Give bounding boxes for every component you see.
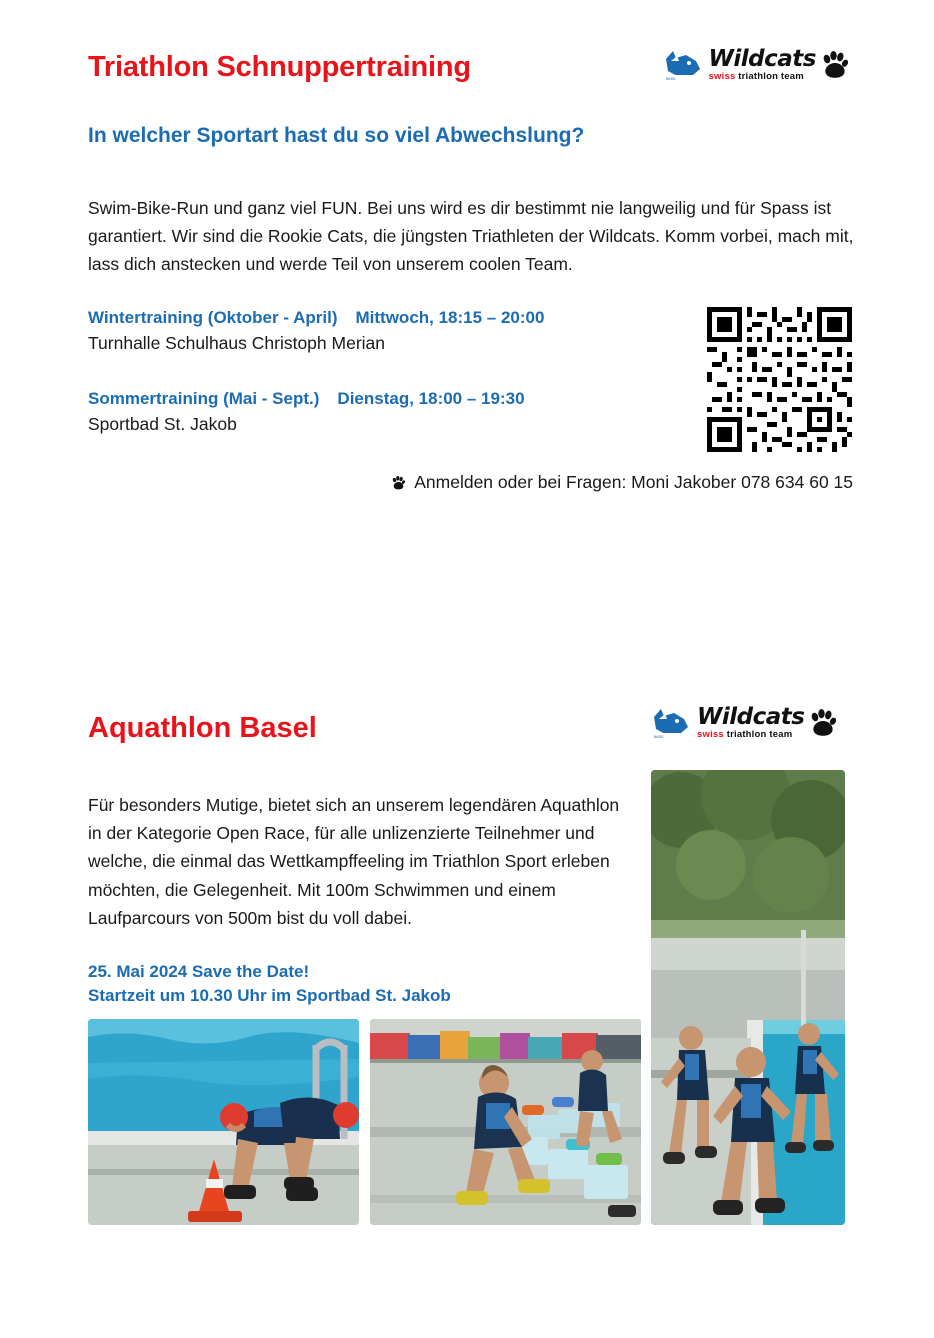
- section-one-subtitle: In welcher Sportart hast du so viel Abwechslung?: [88, 124, 585, 147]
- tagline-swiss: swiss: [697, 729, 724, 740]
- wildcats-logo: [663, 48, 848, 82]
- schedule-summer: [88, 389, 708, 435]
- wildcats-wordmark: [697, 706, 804, 740]
- schedule-winter-header: [88, 308, 708, 328]
- photo-transition-zone: [370, 1019, 641, 1225]
- wildcat-head-icon: [663, 49, 703, 81]
- tagline-triathlon-team: triathlon team: [735, 71, 804, 82]
- event-start-time: Startzeit um 10.30 Uhr im Sportbad St. Jakob: [88, 986, 451, 1006]
- wildcats-name: Wildcats: [697, 704, 805, 730]
- paw-print-icon: [810, 709, 836, 737]
- schedule-summer-time: Dienstag, 18:00 – 19:30: [337, 389, 525, 408]
- paw-print-icon: [822, 51, 848, 79]
- schedule-winter-location: Turnhalle Schulhaus Christoph Merian: [88, 333, 386, 353]
- section-one-body: Swim-Bike-Run und ganz viel FUN. Bei uns wird es dir bestimmt nie langweilig und für Spass ist garantiert. Wir sind die Rookie Cats, die jüngsten Triathleten der Wildcats. Komm vorbei, mach mit, lass dich anstecken und werde Teil von unserem coolen Team.: [88, 197, 854, 275]
- photo-running-out-of-pool: [651, 770, 845, 1225]
- schedule-summer-header: [88, 389, 708, 409]
- svg-text:BASEL: BASEL: [654, 734, 665, 739]
- photo-swim-start: [88, 1019, 359, 1225]
- qr-code-icon[interactable]: [707, 307, 852, 452]
- schedule-winter: [88, 308, 708, 354]
- event-date: 25. Mai 2024 Save the Date!: [88, 962, 310, 981]
- contact-text: Anmelden oder bei Fragen: Moni Jakober 078 634 60 15: [414, 472, 853, 492]
- wildcats-name: Wildcats: [708, 46, 816, 72]
- page-title: Triathlon Schnuppertraining: [88, 51, 471, 83]
- paw-print-icon: [391, 475, 410, 492]
- svg-text:BASEL: BASEL: [665, 76, 676, 81]
- section-one-header: [88, 46, 848, 86]
- wildcats-logo-secondary: [651, 706, 836, 740]
- section-two-body: Für besonders Mutige, bietet sich an unserem legendären Aquathlon in der Kategorie Open Race, für alle unlizenzierte Teilnehmer und welche, die einmal das Wettkampffeeling im Triathlon Sport erleben möchten, die Gelegenheit. Mit 100m Schwimmen und einem Laufparcours von 500m bist du voll dabei.: [88, 794, 620, 928]
- schedule-summer-location: Sportbad St. Jakob: [88, 414, 237, 434]
- wildcats-tagline: [709, 72, 816, 82]
- contact-line: [88, 472, 853, 493]
- wildcat-head-icon: [651, 707, 691, 739]
- event-date-block: [88, 960, 451, 1008]
- schedule-winter-time: Mittwoch, 18:15 – 20:00: [355, 308, 545, 327]
- schedule-summer-season: Sommertraining (Mai - Sept.): [88, 389, 320, 408]
- tagline-swiss: swiss: [708, 71, 736, 82]
- tagline-triathlon-team: triathlon team: [723, 729, 793, 740]
- wildcats-wordmark: [709, 48, 816, 82]
- wildcats-tagline: [697, 730, 804, 740]
- schedule-winter-season: Wintertraining (Oktober - April): [88, 308, 338, 327]
- section-two-title: Aquathlon Basel: [88, 712, 317, 744]
